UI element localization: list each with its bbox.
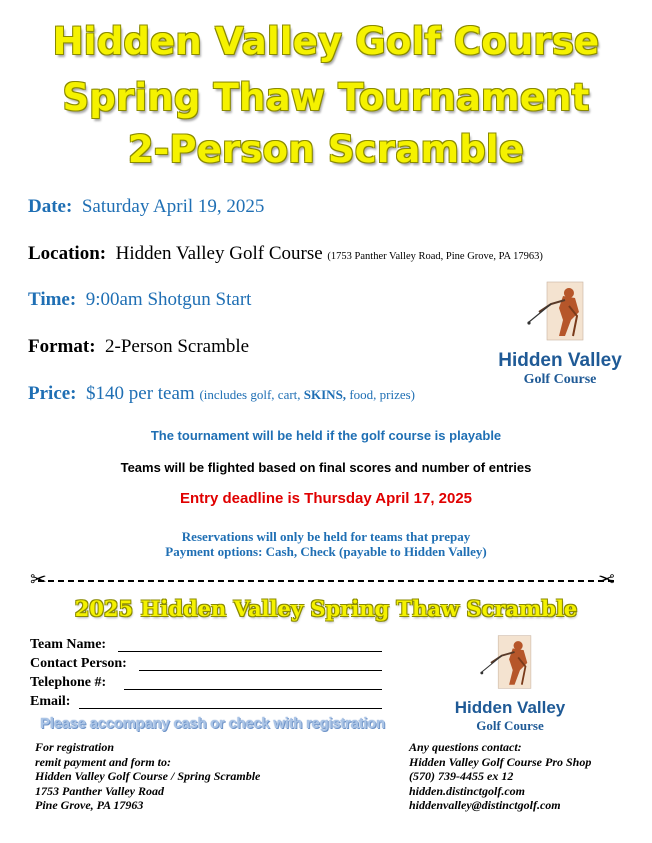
contact-person-field[interactable] (139, 670, 382, 671)
contact-line: Any questions contact: (409, 740, 522, 754)
location-value: Hidden Valley Golf Course (115, 243, 323, 264)
title-line-1: Hidden Valley Golf Course (52, 20, 600, 63)
course-logo-top (490, 278, 630, 388)
price-note (199, 387, 415, 402)
location-row (28, 243, 543, 265)
contact-email[interactable]: hiddenvalley@distinctgolf.com (409, 798, 561, 812)
telephone-label: Telephone #: (30, 675, 107, 690)
email-field[interactable] (79, 708, 382, 709)
location-label: Location: (28, 243, 107, 264)
logo-sub: Golf Course (523, 372, 597, 387)
cut-line (38, 580, 614, 582)
time-label: Time: (28, 289, 77, 310)
date-row (28, 196, 264, 218)
notice-playable: The tournament will be held if the golf course is playable (150, 428, 502, 443)
accompany-note: Please accompany cash or check with registration (40, 715, 385, 732)
scissors-icon-left: ✂ (30, 567, 47, 591)
email-label: Email: (30, 694, 71, 709)
telephone-field[interactable] (124, 689, 382, 690)
date-label: Date: (28, 196, 73, 217)
team-name-field[interactable] (118, 651, 382, 652)
notice-reservations: Reservations will only be held for teams that prepay (181, 529, 471, 544)
format-row (28, 336, 249, 358)
golfer-icon-small (478, 632, 542, 692)
price-note-skins: SKINS, (303, 387, 347, 402)
price-label: Price: (28, 383, 77, 404)
contact-block (409, 740, 591, 813)
logo-name-bottom: Hidden Valley (454, 698, 566, 717)
golfer-icon (525, 278, 595, 344)
remit-line: remit payment and form to: (35, 754, 171, 769)
format-label: Format: (28, 336, 96, 357)
time-row (28, 289, 251, 311)
price-note-pre: (includes golf, cart, (199, 387, 304, 402)
time-value: 9:00am Shotgun Start (85, 289, 252, 310)
scissors-icon-right: ✂ (598, 567, 615, 591)
contact-website[interactable]: hidden.distinctgolf.com (409, 783, 526, 798)
price-row (28, 383, 415, 405)
price-value: $140 per team (86, 383, 195, 404)
contact-phone: (570) 739-4455 ex 12 (409, 769, 514, 783)
remit-line: For registration (35, 740, 115, 754)
format-value: 2-Person Scramble (105, 336, 250, 357)
contact-line: Hidden Valley Golf Course Pro Shop (409, 754, 592, 769)
course-logo-bottom (442, 632, 578, 734)
remit-line: 1753 Panther Valley Road (35, 783, 165, 798)
price-note-post: food, prizes) (346, 387, 416, 402)
form-title: 2025 Hidden Valley Spring Thaw Scramble (74, 596, 578, 621)
contact-person-label: Contact Person: (30, 656, 127, 671)
remit-block (35, 740, 260, 813)
remit-line: Hidden Valley Golf Course / Spring Scramble (35, 769, 261, 783)
title-line-3: 2-Person Scramble (127, 128, 525, 171)
notice-flighted: Teams will be flighted based on final scores and number of entries (120, 460, 532, 475)
title-line-2: Spring Thaw Tournament (62, 76, 590, 119)
logo-sub-bottom: Golf Course (476, 718, 544, 733)
notice-deadline: Entry deadline is Thursday April 17, 2025 (179, 490, 473, 507)
date-value: Saturday April 19, 2025 (81, 196, 265, 217)
logo-name: Hidden Valley (498, 350, 622, 371)
notice-payment: Payment options: Cash, Check (payable to Hidden Valley) (165, 544, 487, 559)
location-address: (1753 Panther Valley Road, Pine Grove, PA 17963) (327, 251, 543, 262)
team-name-label: Team Name: (30, 637, 107, 652)
remit-line: Pine Grove, PA 17963 (35, 798, 144, 812)
